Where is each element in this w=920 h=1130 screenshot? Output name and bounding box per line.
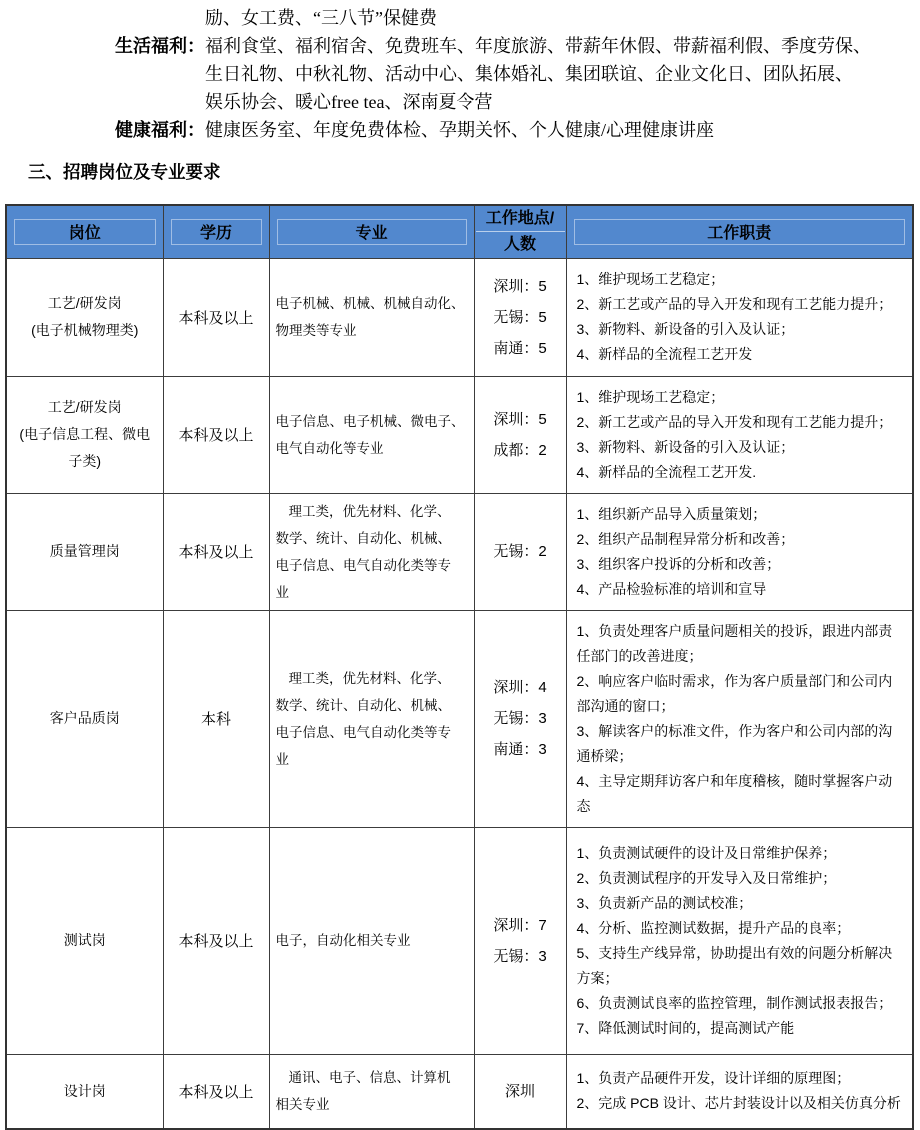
position-line: 子类) — [68, 453, 102, 469]
major-cell — [269, 610, 474, 827]
major-line: 电子信息、电气自动化类等专 — [275, 724, 451, 740]
position-line: (电子信息工程、微电 — [19, 426, 151, 442]
education-cell: 本科及以上 — [163, 1054, 269, 1129]
duty-item: 1、组织新产品导入质量策划； — [576, 505, 767, 522]
major-line: 业 — [275, 751, 289, 767]
col-header-major — [269, 205, 474, 258]
duty-item: 4、分析、监控测试数据，提升产品的良率； — [576, 919, 851, 936]
location-cell — [474, 827, 566, 1054]
duty-item: 2、完成 PCB 设计、芯片封装设计以及相关仿真分析 — [576, 1095, 901, 1112]
location-line: 南通：3 — [493, 741, 547, 758]
health-benefits-row — [0, 116, 920, 144]
major-line: 电子信息、电子机械、微电子、 — [275, 413, 465, 429]
position-cell — [6, 1054, 163, 1129]
header-row — [6, 205, 913, 258]
duty-item: 1、负责测试硬件的设计及日常维护保养； — [576, 844, 837, 861]
major-line: 业 — [275, 584, 289, 600]
intro-text-line: 娱乐协会、暖心free tea、深南夏令营 — [205, 92, 493, 112]
col-header-location-line2: 人数 — [503, 236, 536, 254]
duty-item: 2、新工艺或产品的导入开发和现有工艺能力提升； — [576, 296, 893, 312]
duty-item: 4、新样品的全流程工艺开发 — [576, 346, 753, 362]
position-line: 工艺/研发岗 — [47, 399, 122, 415]
location-cell — [474, 1054, 566, 1129]
duties-cell — [566, 610, 913, 827]
major-line: 理工类，优先材料、化学、 — [288, 670, 451, 686]
location-cell — [474, 493, 566, 610]
major-line: 电子机械、机械、机械自动化、 — [275, 296, 465, 311]
position-cell — [6, 610, 163, 827]
table-row — [6, 1054, 913, 1129]
major-line: 通讯、电子、信息、计算机 — [288, 1070, 451, 1086]
location-line: 深圳 — [504, 1082, 535, 1100]
duty-item: 1、维护现场工艺稳定； — [576, 271, 725, 287]
position-cell — [6, 493, 163, 610]
location-line: 深圳：7 — [493, 916, 547, 934]
major-cell — [269, 827, 474, 1054]
col-header-position-label: 岗位 — [68, 225, 101, 243]
major-line: 电子，自动化相关专业 — [275, 933, 411, 948]
location-line: 深圳：5 — [493, 277, 547, 295]
position-cell — [6, 376, 163, 493]
col-header-education-label: 学历 — [199, 225, 232, 243]
duty-item: 3、组织客户投诉的分析和改善； — [576, 555, 781, 572]
duty-item: 2、新工艺或产品的导入开发和现有工艺能力提升； — [576, 413, 893, 430]
duties-cell — [566, 376, 913, 493]
intro-text-line: 福利食堂、福利宿舍、免费班车、年度旅游、带薪年休假、带薪福利假、季度劳保、 — [205, 36, 871, 56]
duties-cell — [566, 1054, 913, 1129]
section-title: 三、招聘岗位及专业要求 — [28, 162, 221, 182]
col-header-duties-label: 工作职责 — [707, 225, 772, 243]
duties-cell — [566, 493, 913, 610]
position-line: 测试岗 — [63, 932, 106, 948]
position-line: 客户品质岗 — [49, 710, 120, 726]
location-line: 无锡：3 — [493, 947, 547, 965]
duty-item: 4、产品检验标准的培训和宣导 — [576, 580, 767, 597]
location-line: 无锡：3 — [493, 710, 547, 727]
duty-item: 6、负责测试良率的监控管理，制作测试报表报告； — [576, 994, 893, 1011]
location-line: 无锡：5 — [493, 308, 547, 326]
location-line: 无锡：2 — [493, 543, 547, 560]
col-header-position — [6, 205, 163, 258]
duties-cell — [566, 258, 913, 376]
health-benefits-lines — [205, 116, 920, 144]
intro-text-line: 生日礼物、中秋礼物、活动中心、集体婚礼、集团联谊、企业文化日、团队拓展、 — [205, 64, 853, 84]
major-cell — [269, 376, 474, 493]
table-row — [6, 827, 913, 1054]
table-row — [6, 258, 913, 376]
position-cell — [6, 827, 163, 1054]
intro-text-line: 健康医务室、年度免费体检、孕期关怀、个人健康/心理健康讲座 — [205, 120, 714, 140]
position-line: 质量管理岗 — [49, 543, 120, 559]
location-line: 深圳：4 — [493, 679, 547, 696]
duty-item: 3、解读客户的标准文件，作为客户和公司内部的沟通桥梁； — [576, 722, 893, 764]
col-header-duties — [566, 205, 913, 258]
duties-cell — [566, 827, 913, 1054]
duty-item: 5、支持生产线异常，协助提出有效的问题分析解决方案； — [576, 944, 893, 986]
life-benefits-label: 生活福利： — [115, 36, 205, 56]
major-line: 电气自动化等专业 — [275, 440, 384, 456]
major-line: 数学、统计、自动化、机械、 — [275, 530, 451, 546]
health-benefits-label: 健康福利： — [115, 120, 205, 140]
location-line: 成都：2 — [493, 441, 547, 459]
benefits-intro — [0, 0, 920, 144]
major-cell — [269, 258, 474, 376]
duty-item: 4、主导定期拜访客户和年度稽核，随时掌握客户动态 — [576, 772, 893, 814]
duty-item: 1、负责处理客户质量问题相关的投诉，跟进内部责任部门的改善进度； — [576, 622, 893, 664]
jobs-table — [5, 204, 914, 1130]
duty-item: 3、新物料、新设备的引入及认证； — [576, 321, 795, 337]
duty-item: 4、新样品的全流程工艺开发. — [576, 463, 757, 480]
location-cell — [474, 376, 566, 493]
major-line: 相关专业 — [275, 1097, 330, 1113]
intro-continuation-line: 励、女工费、“三八节”保健费 — [205, 8, 437, 28]
location-cell — [474, 258, 566, 376]
major-line: 理工类，优先材料、化学、 — [288, 503, 451, 519]
position-line: 设计岗 — [63, 1082, 106, 1099]
table-row — [6, 493, 913, 610]
education-cell: 本科 — [163, 610, 269, 827]
major-line: 物理类等专业 — [275, 323, 357, 338]
duty-item: 2、响应客户临时需求，作为客户质量部门和公司内部沟通的窗口； — [576, 672, 893, 714]
duty-item: 3、新物料、新设备的引入及认证； — [576, 438, 795, 455]
education-cell: 本科及以上 — [163, 827, 269, 1054]
education-cell: 本科及以上 — [163, 376, 269, 493]
position-cell — [6, 258, 163, 376]
major-cell — [269, 493, 474, 610]
major-line: 数学、统计、自动化、机械、 — [275, 697, 451, 713]
location-line: 南通：5 — [493, 339, 547, 357]
position-line: 工艺/研发岗 — [47, 295, 122, 311]
location-cell — [474, 610, 566, 827]
life-benefits-row — [0, 32, 920, 116]
table-row — [6, 376, 913, 493]
col-header-location — [474, 205, 566, 258]
duty-item: 2、负责测试程序的开发导入及日常维护； — [576, 869, 837, 886]
jobs-table-body — [6, 258, 913, 1129]
major-cell — [269, 1054, 474, 1129]
col-header-location-line1: 工作地点/ — [476, 206, 565, 232]
education-cell: 本科及以上 — [163, 258, 269, 376]
life-benefits-lines — [205, 32, 920, 116]
jobs-table-header — [6, 205, 913, 258]
duty-item: 7、降低测试时间的，提高测试产能 — [576, 1019, 795, 1036]
location-line: 深圳：5 — [493, 410, 547, 428]
col-header-education — [163, 205, 269, 258]
duty-item: 1、维护现场工艺稳定； — [576, 388, 725, 405]
duty-item: 3、负责新产品的测试校准； — [576, 894, 753, 911]
duty-item: 1、负责产品硬件开发，设计详细的原理图； — [576, 1070, 851, 1087]
major-line: 电子信息、电气自动化类等专 — [275, 557, 451, 573]
education-cell: 本科及以上 — [163, 493, 269, 610]
col-header-major-label: 专业 — [355, 225, 388, 243]
duty-item: 2、组织产品制程异常分析和改善； — [576, 530, 795, 547]
table-row — [6, 610, 913, 827]
position-line: (电子机械物理类) — [31, 322, 139, 338]
